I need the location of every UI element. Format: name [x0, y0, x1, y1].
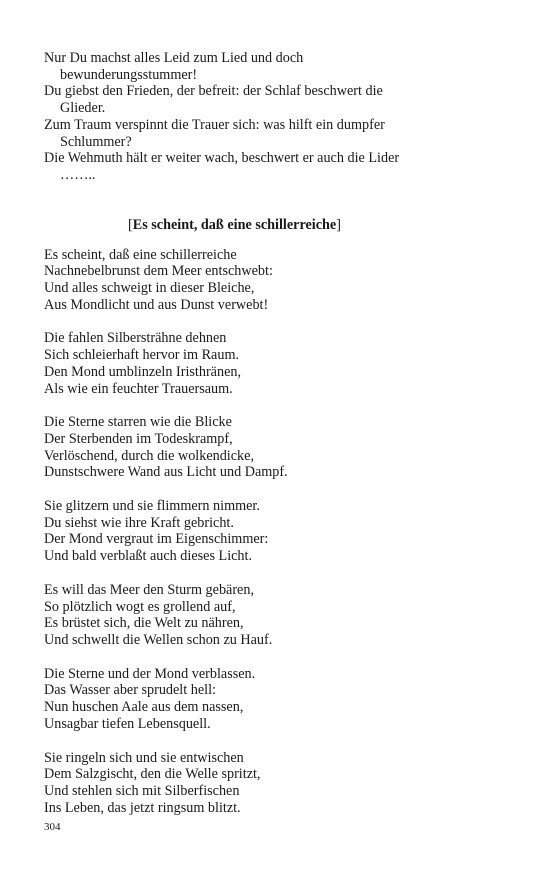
poem-title: [128, 217, 484, 234]
intro-stanza: [44, 50, 484, 184]
verse-line: Es brüstet sich, die Welt zu nähren,: [44, 615, 244, 632]
verse-line: Und bald verblaßt auch dieses Licht.: [44, 548, 253, 565]
verse-line: Du giebst den Frieden, der befreit: der Schlaf beschwert die: [44, 83, 383, 100]
stanza-gap: [44, 481, 484, 498]
verse-line: Der Mond vergraut im Eigenschimmer:: [44, 531, 269, 548]
stanza-2: [44, 330, 484, 397]
stanza-3: [44, 414, 484, 481]
stanza-5: [44, 582, 484, 649]
verse-line: Und alles schweigt in dieser Bleiche,: [44, 280, 255, 297]
verse-line: Und stehlen sich mit Silberfischen: [44, 782, 240, 799]
verse-line: Die Wehmuth hält er weiter wach, beschwert er auch die Lider: [44, 150, 400, 167]
verse-line: Und schwellt die Wellen schon zu Hauf.: [44, 631, 273, 648]
verse-line: Nur Du machst alles Leid zum Lied und doch: [44, 50, 304, 66]
verse-line: Du siehst wie ihre Kraft gebricht.: [44, 514, 234, 531]
stanza-6: [44, 666, 484, 733]
stanza-1: [44, 247, 484, 314]
verse-line: Nachnebelbrunst dem Meer entschwebt:: [44, 263, 273, 280]
verse-line: Die fahlen Silbersträhne dehnen: [44, 330, 227, 347]
verse-line: Den Mond umblinzeln Iristhränen,: [44, 363, 242, 380]
verse-line: Die Sterne starren wie die Blicke: [44, 414, 232, 431]
verse-line: Es will das Meer den Sturm gebären,: [44, 581, 254, 598]
verse-line: Aus Mondlicht und aus Dunst verwebt!: [44, 296, 269, 313]
verse-line: Unsagbar tiefen Lebensquell.: [44, 715, 211, 732]
verse-line: So plötzlich wogt es grollend auf,: [44, 598, 236, 615]
verse-line: Sie glitzern und sie flimmern nimmer.: [44, 498, 260, 515]
verse-line: Der Sterbenden im Todeskrampf,: [44, 430, 233, 447]
verse-line: Als wie ein feuchter Trauersaum.: [44, 380, 233, 397]
verse-line-continuation: bewunderungsstummer!: [60, 66, 198, 83]
verse-line: Sie ringeln sich und sie entwischen: [44, 749, 244, 766]
verse-line: Es scheint, daß eine schillerreiche: [44, 246, 237, 263]
verse-line: Zum Traum verspinnt die Trauer sich: was hilft ein dumpfer: [44, 116, 385, 133]
verse-line-continuation: Schlummer?: [60, 133, 132, 150]
title-bracket-open: [: [128, 216, 133, 233]
stanza-gap: [44, 397, 484, 414]
verse-line: Sich schleierhaft hervor im Raum.: [44, 347, 240, 364]
verse-line: Die Sterne und der Mond verblassen.: [44, 665, 256, 682]
verse-line-continuation: ……..: [60, 166, 96, 183]
stanza-gap: [44, 649, 484, 666]
verse-line-continuation: Glieder.: [60, 100, 106, 117]
verse-line: Dunstschwere Wand aus Licht und Dampf.: [44, 464, 288, 481]
stanza-gap: [44, 313, 484, 330]
stanza-7: [44, 750, 484, 817]
verse-line: Ins Leben, das jetzt ringsum blitzt.: [44, 799, 241, 816]
stanza-gap: [44, 733, 484, 750]
stanza-4: [44, 498, 484, 565]
stanza-gap: [44, 565, 484, 582]
page-body: [44, 50, 484, 816]
poem-title-text: Es scheint, daß eine schillerreiche: [132, 216, 337, 233]
verse-line: Das Wasser aber sprudelt hell:: [44, 682, 216, 699]
verse-line: Nun huschen Aale aus dem nassen,: [44, 699, 244, 716]
verse-line: Dem Salzgischt, den die Welle spritzt,: [44, 766, 261, 783]
page-number: 304: [44, 821, 61, 833]
title-bracket-close: ]: [336, 216, 341, 233]
verse-line: Verlöschend, durch die wolkendicke,: [44, 447, 254, 464]
